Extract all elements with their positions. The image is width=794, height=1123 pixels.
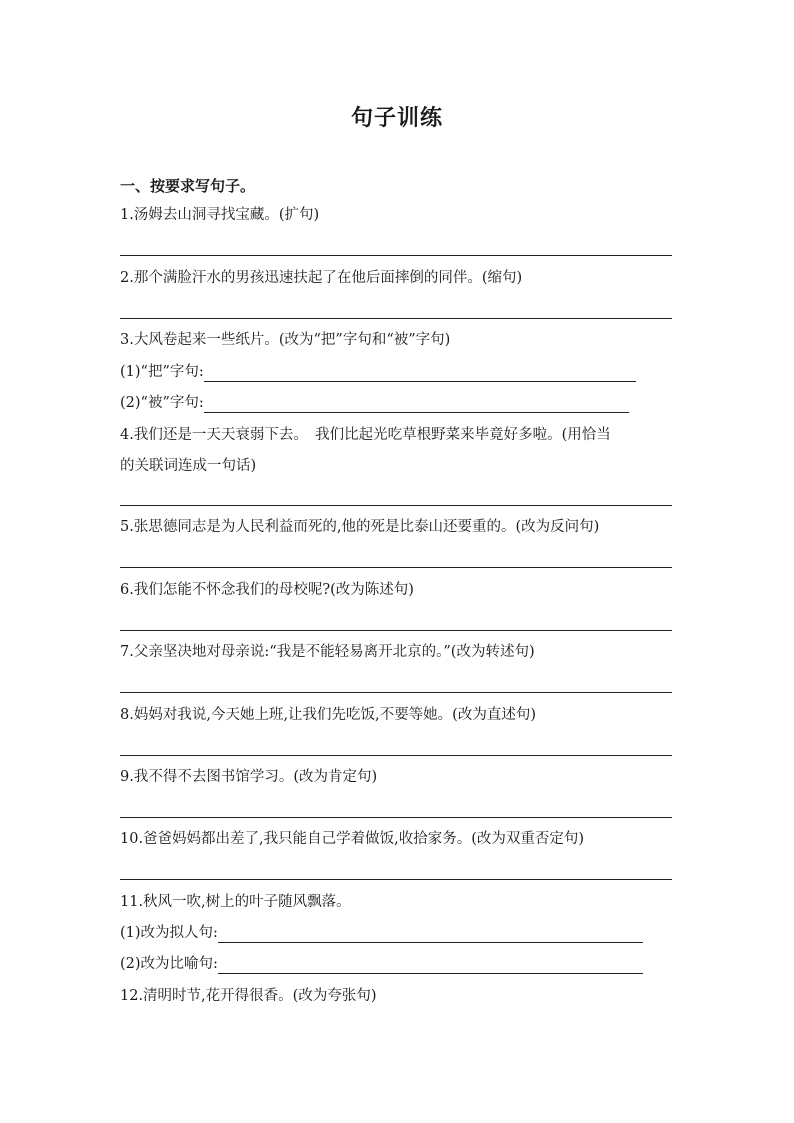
- answer-line-9[interactable]: [120, 817, 672, 818]
- question-8: 8.妈妈对我说,今天她上班,让我们先吃饭,不要等她。(改为直述句): [120, 707, 536, 723]
- question-3: 3.大风卷起来一些纸片。(改为“把”字句和“被”字句): [120, 332, 451, 348]
- sub-answer-3-2: [120, 393, 629, 413]
- answer-line-6[interactable]: [120, 630, 672, 631]
- answer-line-4[interactable]: [120, 505, 672, 506]
- answer-line-5[interactable]: [120, 567, 672, 568]
- sub-answer-11-1: [120, 923, 643, 943]
- question-9: 9.我不得不去图书馆学习。(改为肯定句): [120, 769, 378, 785]
- sub-label-11-2: (2)改为比喻句:: [120, 956, 218, 972]
- question-5: 5.张思德同志是为人民利益而死的,他的死是比泰山还要重的。(改为反问句): [120, 519, 600, 535]
- section-heading: 一、按要求写句子。: [120, 177, 256, 195]
- question-2: 2.那个满脸汗水的男孩迅速扶起了在他后面摔倒的同伴。(缩句): [120, 270, 523, 286]
- answer-line-1[interactable]: [120, 255, 672, 256]
- sub-blank-11-2[interactable]: [218, 958, 643, 974]
- answer-line-10[interactable]: [120, 879, 672, 880]
- question-4-continued: 的关联词连成一句话): [120, 458, 257, 474]
- question-1: 1.汤姆去山洞寻找宝藏。(扩句): [120, 207, 320, 223]
- question-4: 4.我们还是一天天衰弱下去。 我们比起光吃草根野菜来毕竟好多啦。(用恰当: [120, 427, 611, 443]
- sub-blank-3-2[interactable]: [204, 397, 629, 413]
- page-title: 句子训练: [350, 105, 443, 131]
- question-7: 7.父亲坚决地对母亲说:“我是不能轻易离开北京的。”(改为转述句): [120, 644, 535, 660]
- question-6: 6.我们怎能不怀念我们的母校呢?(改为陈述句): [120, 582, 414, 598]
- sub-blank-3-1[interactable]: [204, 366, 636, 382]
- question-11: 11.秋风一吹,树上的叶子随风飘落。: [120, 894, 351, 910]
- sub-label-3-2: (2)“被”字句:: [120, 395, 204, 411]
- answer-line-2[interactable]: [120, 318, 672, 319]
- answer-line-7[interactable]: [120, 692, 672, 693]
- sub-label-11-1: (1)改为拟人句:: [120, 925, 218, 941]
- answer-line-8[interactable]: [120, 755, 672, 756]
- sub-label-3-1: (1)“把”字句:: [120, 364, 204, 380]
- sub-blank-11-1[interactable]: [218, 927, 643, 943]
- sub-answer-11-2: [120, 954, 643, 974]
- sub-answer-3-1: [120, 362, 636, 382]
- question-10: 10.爸爸妈妈都出差了,我只能自己学着做饭,收拾家务。(改为双重否定句): [120, 831, 585, 847]
- question-12: 12.清明时节,花开得很香。(改为夸张句): [120, 988, 377, 1004]
